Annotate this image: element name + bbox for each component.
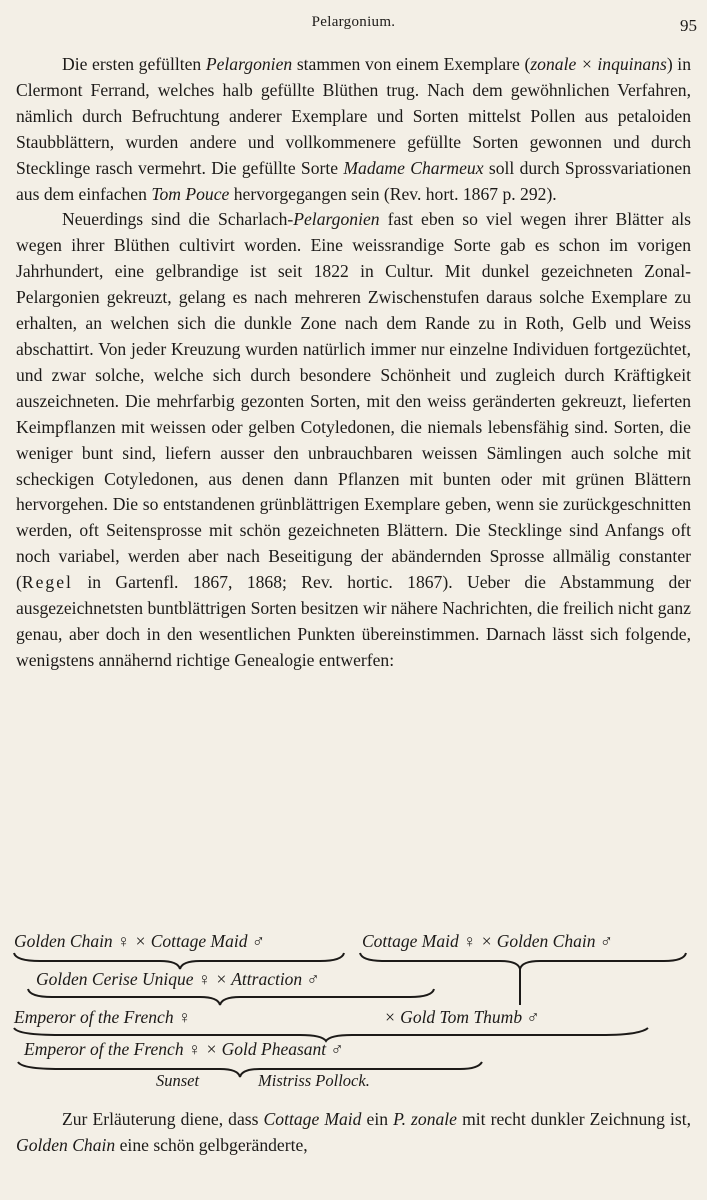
genealogy-cross-1: Golden Chain ♀ × Cottage Maid ♂ [14, 931, 265, 951]
page-number: 95 [680, 16, 697, 35]
main-text [16, 52, 691, 674]
genealogy-offspring-sunset: Sunset [156, 1071, 200, 1090]
page-header [0, 12, 707, 36]
genealogy-cross-3: Golden Cerise Unique ♀ × Attraction ♂ [36, 969, 320, 989]
genealogy-cross-4-left: Emperor of the French ♀ [14, 1007, 192, 1027]
paragraph-3: Zur Erläuterung diene, dass Cottage Maid ein P. zonale mit recht dunkler Zeichnung ist, Golden Chain eine schön gelbgeränderte, [16, 1109, 691, 1155]
genealogy-offspring-pollock: Mistriss Pollock. [258, 1071, 370, 1090]
genealogy-cross-2: Cottage Maid ♀ × Golden Chain ♂ [362, 931, 613, 951]
paragraph-1: Die ersten gefüllten Pelargonien stammen von einem Exemplare (zonale × inquinans) in Clermont Ferrand, welches halb gefüllte Blüthen trug. Nach dem gewöhnlichen Verfahren, nämlich durch Befruchtung anderer Exemplare und Sorten mittelst Pollen aus petaloiden Staubblättern, wurden andere und vollkommenere gefüllte Sorten gewonnen und durch Stecklinge rasch vermehrt. Die gefüllte Sorte Madame Charmeux soll durch Sprossvariationen aus dem einfachen Tom Pouce hervorgegangen sein (Rev. hort. 1867 p. 292). [16, 54, 691, 204]
paragraph-2: Neuerdings sind die Scharlach-Pelargonien fast eben so viel wegen ihrer Blätter als wegen ihrer Blüthen cultivirt worden. Eine weissrandige Sorte gab es schon im vorigen Jahrhundert, eine gelbrandige ist seit 1822 in Cultur. Mit dunkel gezeichneten Zonal-Pelargonien gekreuzt, gelang es nach mehreren Zwischenstufen daraus solche Exemplare zu erhalten, an welchen sich die dunkle Zone nach dem Rande zu in Roth, Gelb und Weiss abschattirt. Von jeder Kreuzung wurden natürlich immer nur einzelne Individuen fortgezüchtet, und zwar solche, welche sich durch besondere Schönheit und zugleich durch Kräftigkeit auszeichneten. Die mehrfarbig gezonten Sorten, mit den weiss geränderten gekreuzt, lieferten Keimpflanzen mit weissen oder gelben Cotyledonen, die niemals lebensfähig sind. Sorten, die weniger bunt sind, liefern ausser den unbrauchbaren weissen Sämlingen auch solche mit scheckigen Cotyledonen, aus denen dann Pflanzen mit bunten oder mit grünen Blättern hervorgehen. Die so entstandenen grünblättrigen Exemplare geben, wenn sie zurückgeschnitten werden, oft Seitensprosse mit schön gezeichneten Blättern. Die Stecklinge sind Anfangs oft noch variabel, werden aber nach Beseitigung der abändernden Sprosse allmälig constanter (Regel in Gartenfl. 1867, 1868; Rev. hortic. 1867). Ueber die Abstammung der ausgezeichnetsten buntblättrigen Sorten besitzen wir nähere Nachrichten, die freilich nicht ganz genau, aber doch in den wesentlichen Punkten übereinstimmen. Darnach lässt sich folgende, wenigstens annähernd richtige Genealogie entwerfen: [16, 209, 691, 670]
genealogy-diagram [0, 925, 707, 1100]
running-head: Pelargonium. [311, 14, 396, 30]
genealogy-cross-4-right: × Gold Tom Thumb ♂ [384, 1007, 540, 1027]
paragraph-3-container [16, 1106, 691, 1158]
genealogy-cross-5: Emperor of the French ♀ × Gold Pheasant ♂ [24, 1039, 344, 1059]
